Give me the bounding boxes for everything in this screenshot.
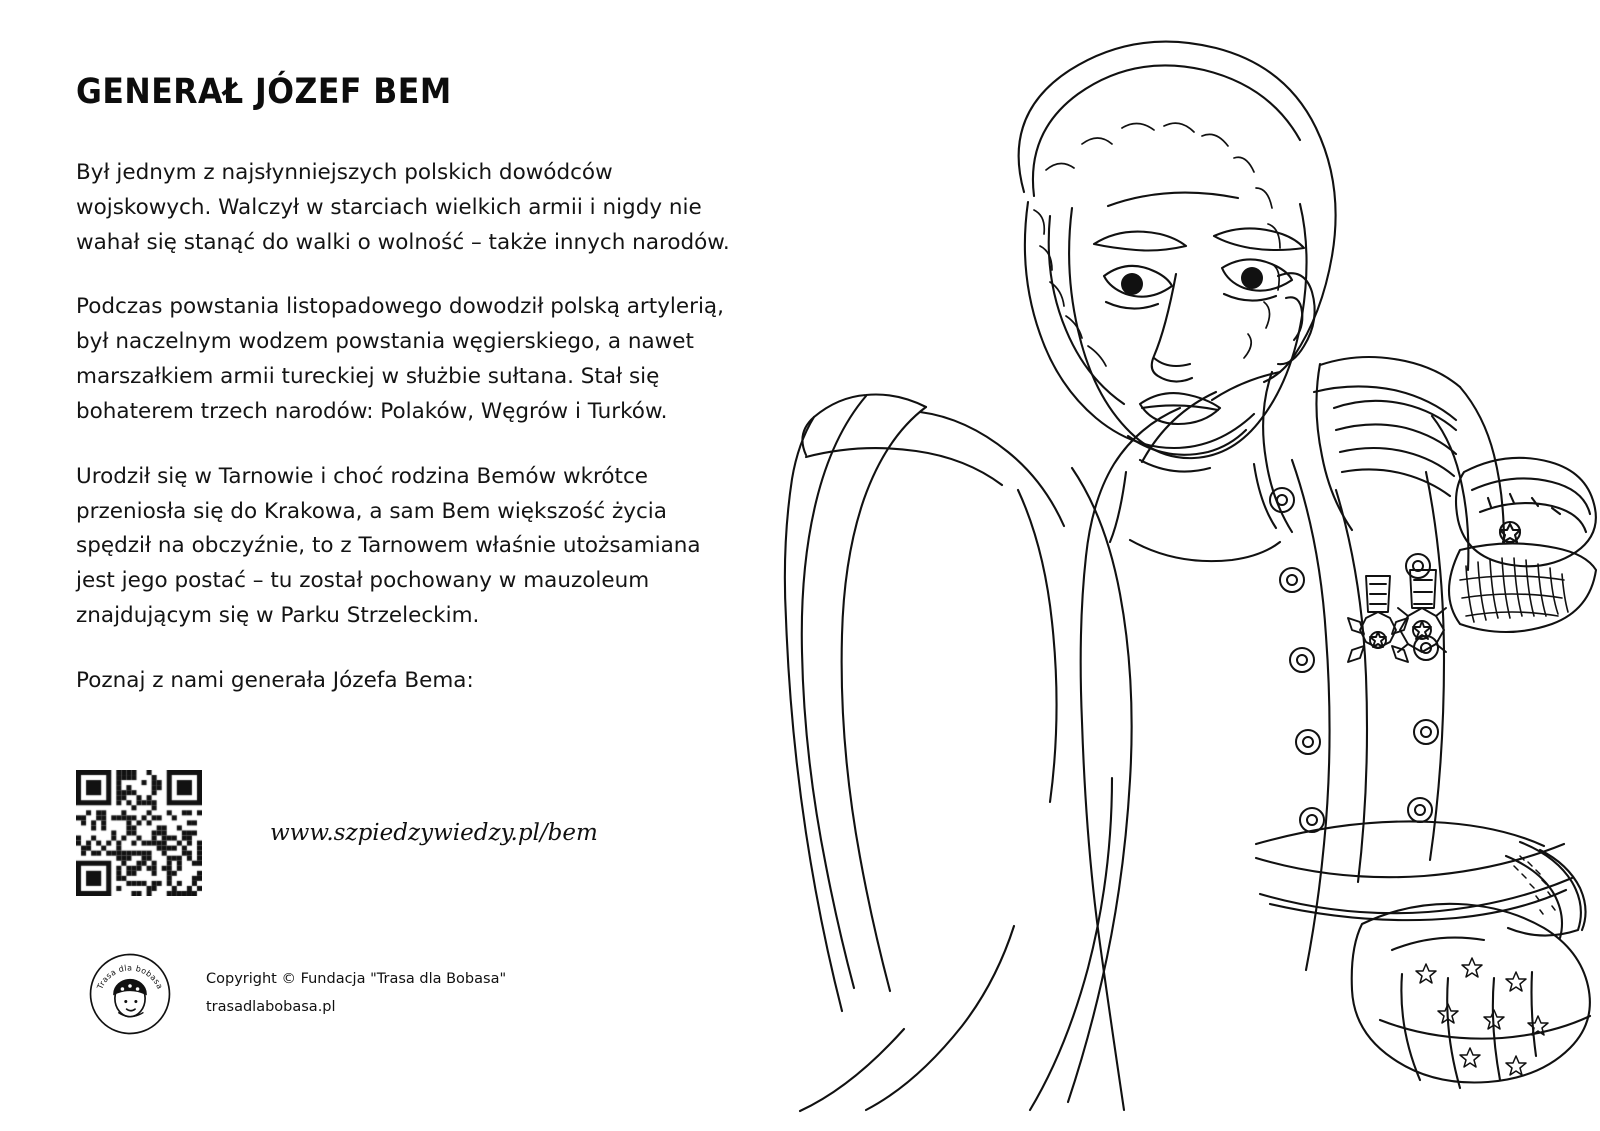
qr-code[interactable] [76,770,202,896]
footer [88,952,506,1036]
footer-website[interactable]: trasadlabobasa.pl [206,999,336,1015]
qr-row [76,770,598,896]
portrait-illustration [620,20,1600,1131]
page-title: GENERAŁ JÓZEF BEM [76,72,452,112]
paragraph-4: Poznaj z nami generała Józefa Bema: [76,667,474,693]
website-link[interactable]: www.szpiedzywiedzy.pl/bem [270,820,598,846]
copyright-block [206,966,506,1021]
logo-arc-text: Trasa dla bobasa [95,963,165,991]
paragraph-2: Podczas powstania listopadowego dowodził polską artylerią, był naczelnym wodzem powstania węgierskiego, a nawet marszałkiem armii tureckiej w służbie sułtana. Stał się bohaterem trzech narodów: Polaków, Węgrów i Turków. [76,294,724,424]
copyright-text: Copyright © Fundacja "Trasa dla Bobasa" [206,971,507,988]
foundation-logo [88,952,172,1036]
paragraph-1: Był jednym z najsłynniejszych polskich dowódców wojskowych. Walczył w starciach wielkich armii i nigdy nie wahał się stanąć do walki o wolność – także innych narodów. [76,160,730,255]
paragraph-3: Urodził się w Tarnowie i choć rodzina Bemów wkrótce przeniosła się do Krakowa, a sam Bem większość życia spędził na obczyźnie, to z Tarnowem właśnie utożsamiana jest jego postać – tu został pochowany w mauzoleum znajdującym się w Parku Strzeleckim. [76,463,701,629]
